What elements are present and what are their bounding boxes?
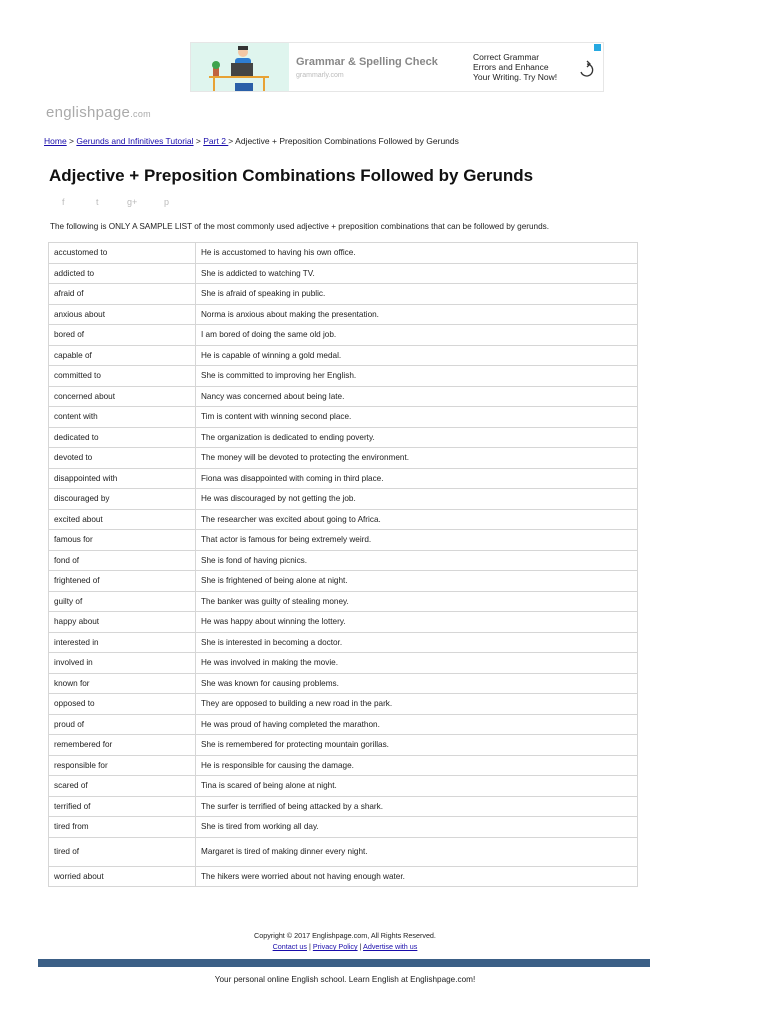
table-row <box>49 591 638 612</box>
phrase-cell: guilty of <box>49 591 196 612</box>
phrase-cell: afraid of <box>49 284 196 305</box>
pinterest-share-icon[interactable]: p <box>164 197 170 207</box>
table-row <box>49 427 638 448</box>
table-row <box>49 284 638 305</box>
table-row <box>49 694 638 715</box>
table-row <box>49 837 638 866</box>
logo-main: englishpage <box>46 104 131 121</box>
example-cell: She is frightened of being alone at night. <box>196 571 638 592</box>
example-cell: The money will be devoted to protecting the environment. <box>196 448 638 469</box>
breadcrumb-home-link[interactable]: Home <box>44 136 67 146</box>
privacy-policy-link[interactable]: Privacy Policy <box>312 942 358 951</box>
example-cell: She is fond of having picnics. <box>196 550 638 571</box>
example-cell: Norma is anxious about making the presentation. <box>196 304 638 325</box>
site-logo[interactable] <box>46 104 151 121</box>
phrase-cell: famous for <box>49 530 196 551</box>
ad-copy-line: Your Writing. Try Now! <box>473 72 558 82</box>
phrase-cell: tired of <box>49 837 196 866</box>
ad-copy[interactable] <box>473 52 573 82</box>
table-row <box>49 735 638 756</box>
phrase-cell: terrified of <box>49 796 196 817</box>
table-row <box>49 796 638 817</box>
table-row <box>49 509 638 530</box>
table-row <box>49 468 638 489</box>
example-cell: She was known for causing problems. <box>196 673 638 694</box>
ad-url[interactable]: grammarly.com <box>296 72 344 79</box>
footer-links <box>0 942 690 951</box>
table-row <box>49 243 638 264</box>
breadcrumb-part-link[interactable]: Part 2 <box>203 136 229 146</box>
page-title: Adjective + Preposition Combinations Followed by Gerunds <box>49 166 534 185</box>
intro-text: The following is ONLY A SAMPLE LIST of the most commonly used adjective + preposition combinations that can be followed by gerunds. <box>50 222 550 231</box>
ad-info-icon[interactable] <box>594 44 601 51</box>
example-cell: He was involved in making the movie. <box>196 653 638 674</box>
example-cell: Tina is scared of being alone at night. <box>196 776 638 797</box>
ad-title[interactable]: Grammar & Spelling Check <box>296 56 438 68</box>
ad-copy-line: Errors and Enhance <box>473 62 549 72</box>
example-cell: She is afraid of speaking in public. <box>196 284 638 305</box>
example-cell: The researcher was excited about going to Africa. <box>196 509 638 530</box>
footer-tagline: Your personal online English school. Learn English at Englishpage.com! <box>214 975 476 984</box>
table-row <box>49 653 638 674</box>
phrase-cell: capable of <box>49 345 196 366</box>
phrase-cell: disappointed with <box>49 468 196 489</box>
twitter-share-icon[interactable]: t <box>96 197 99 207</box>
phrase-cell: excited about <box>49 509 196 530</box>
table-row <box>49 612 638 633</box>
example-cell: The banker was guilty of stealing money. <box>196 591 638 612</box>
phrase-cell: remembered for <box>49 735 196 756</box>
facebook-share-icon[interactable]: f <box>62 197 65 207</box>
phrase-cell: responsible for <box>49 755 196 776</box>
example-cell: She is tired from working all day. <box>196 817 638 838</box>
contact-link[interactable]: Contact us <box>272 942 307 951</box>
copyright: Copyright © 2017 Englishpage.com, All Rights Reserved. <box>254 931 436 940</box>
table-row <box>49 489 638 510</box>
example-cell: The organization is dedicated to ending poverty. <box>196 427 638 448</box>
table-row <box>49 571 638 592</box>
footer-divider: | <box>357 942 364 951</box>
example-cell: He is responsible for causing the damage. <box>196 755 638 776</box>
footer-bar <box>38 959 650 967</box>
logo-suffix: .com <box>130 109 151 119</box>
example-cell: They are opposed to building a new road in the park. <box>196 694 638 715</box>
breadcrumb-separator: > <box>228 136 236 146</box>
phrase-cell: dedicated to <box>49 427 196 448</box>
table-row <box>49 866 638 887</box>
phrase-cell: worried about <box>49 866 196 887</box>
phrase-cell: discouraged by <box>49 489 196 510</box>
phrase-cell: addicted to <box>49 263 196 284</box>
example-cell: He was discouraged by not getting the job. <box>196 489 638 510</box>
combinations-table-body <box>49 243 638 887</box>
example-cell: He is capable of winning a gold medal. <box>196 345 638 366</box>
table-row <box>49 304 638 325</box>
phrase-cell: frightened of <box>49 571 196 592</box>
phrase-cell: happy about <box>49 612 196 633</box>
phrase-cell: committed to <box>49 366 196 387</box>
table-row <box>49 530 638 551</box>
phrase-cell: concerned about <box>49 386 196 407</box>
table-row <box>49 776 638 797</box>
phrase-cell: fond of <box>49 550 196 571</box>
breadcrumb-tutorial-link[interactable]: Gerunds and Infinitives Tutorial <box>76 136 194 146</box>
example-cell: She is committed to improving her English. <box>196 366 638 387</box>
phrase-cell: opposed to <box>49 694 196 715</box>
google-plus-share-icon[interactable]: g+ <box>127 197 138 207</box>
example-cell: The surfer is terrified of being attacked by a shark. <box>196 796 638 817</box>
table-row <box>49 632 638 653</box>
example-cell: She is interested in becoming a doctor. <box>196 632 638 653</box>
ad-banner[interactable] <box>190 42 604 92</box>
table-row <box>49 448 638 469</box>
example-cell: That actor is famous for being extremely weird. <box>196 530 638 551</box>
table-row <box>49 550 638 571</box>
breadcrumb-separator: > <box>193 136 204 146</box>
example-cell: She is addicted to watching TV. <box>196 263 638 284</box>
example-cell: Nancy was concerned about being late. <box>196 386 638 407</box>
phrase-cell: bored of <box>49 325 196 346</box>
phrase-cell: devoted to <box>49 448 196 469</box>
ad-illustration <box>191 43 289 91</box>
example-cell: I am bored of doing the same old job. <box>196 325 638 346</box>
example-cell: Margaret is tired of making dinner every night. <box>196 837 638 866</box>
table-row <box>49 817 638 838</box>
example-cell: He was proud of having completed the marathon. <box>196 714 638 735</box>
table-row <box>49 407 638 428</box>
table-row <box>49 673 638 694</box>
phrase-cell: known for <box>49 673 196 694</box>
table-row <box>49 325 638 346</box>
table-row <box>49 755 638 776</box>
phrase-cell: tired from <box>49 817 196 838</box>
table-row <box>49 345 638 366</box>
example-cell: He was happy about winning the lottery. <box>196 612 638 633</box>
example-cell: The hikers were worried about not having enough water. <box>196 866 638 887</box>
table-row <box>49 366 638 387</box>
phrase-cell: content with <box>49 407 196 428</box>
breadcrumb-current: Adjective + Preposition Combinations Followed by Gerunds <box>235 136 459 146</box>
table-row <box>49 263 638 284</box>
table-row <box>49 714 638 735</box>
combinations-table <box>48 242 638 887</box>
phrase-cell: accustomed to <box>49 243 196 264</box>
example-cell: Fiona was disappointed with coming in third place. <box>196 468 638 489</box>
footer-divider: | <box>306 942 313 951</box>
ad-copy-line: Correct Grammar <box>473 52 540 62</box>
example-cell: She is remembered for protecting mountain gorillas. <box>196 735 638 756</box>
phrase-cell: anxious about <box>49 304 196 325</box>
table-row <box>49 386 638 407</box>
phrase-cell: proud of <box>49 714 196 735</box>
example-cell: He is accustomed to having his own office. <box>196 243 638 264</box>
phrase-cell: scared of <box>49 776 196 797</box>
arrow-icon[interactable] <box>577 60 597 80</box>
phrase-cell: involved in <box>49 653 196 674</box>
example-cell: Tim is content with winning second place. <box>196 407 638 428</box>
phrase-cell: interested in <box>49 632 196 653</box>
breadcrumb-separator: > <box>66 136 77 146</box>
breadcrumb <box>44 136 459 146</box>
advertise-link[interactable]: Advertise with us <box>363 942 418 951</box>
